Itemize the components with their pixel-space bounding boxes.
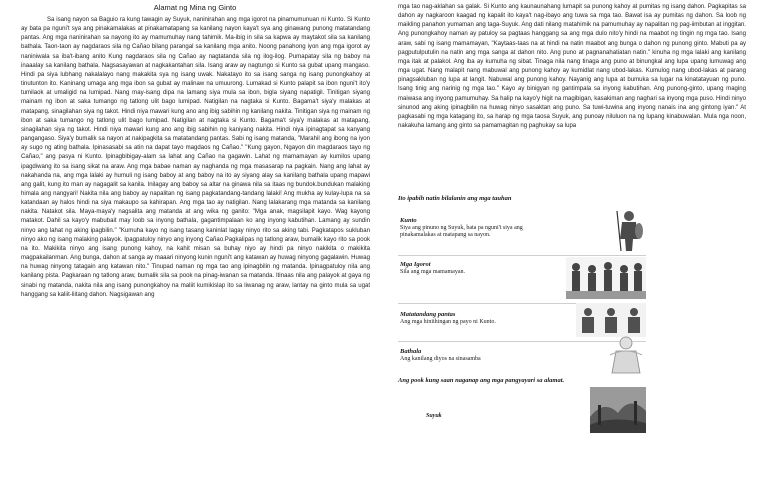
setting-label: Suyuk xyxy=(426,413,442,419)
story-column-left xyxy=(21,16,370,498)
character-table-heading: Ito ipabih natin bilalanin ang mga tauhan xyxy=(398,195,512,202)
page-title: Alamat ng Mina ng Ginto xyxy=(153,3,237,12)
kunto-warrior-image xyxy=(613,209,645,253)
term-kunto: Kunto xyxy=(400,217,417,224)
setting-question: Ang pook kung saan naganap ang mga pangyayari sa alamat. xyxy=(398,377,565,384)
term-igorot: Mga Igorot xyxy=(400,261,431,268)
elders-image xyxy=(576,303,646,337)
igorot-people-image xyxy=(566,257,646,299)
bathala-image xyxy=(608,335,644,375)
story-paragraph: Sa isang nayon sa Baguio ra kung tawagin ay Suyuk, naninirahan ang mga igorot na pinamumunuan ni Kunto. Si Kunto ay bata pa nguni't sya ang pinakamalakas at pinakamatapang sa kanilang nayon kaya't sya ang ginawang punong matatandang pantas. Ang mga naninirahan sa nayong ito ay mamumuhay nang tahimik. Ma-ibig in sila sa kapwa ay maytakot sila sa kanilang bathala. Taon-taon ay nagdaraos sila ng Cañao bilang parangal sa kanilang mga anito. Noong panahong iyon ang mga igorot ay naniniwala sa iba't-ibang anito Kung nagdaraos sila ng Cañao ay nagtatanda sila ng ilog-ilog. Pumapatay sila ng baboy na inaaalay sa kanilang bathala. Nagsasayawan at nagkakantahan sila. Isang araw ay nagtungo si Kunto sa gubat upang mangaso. Hindi pa siya lubhang nakalalayo nang makakita sya ng isang uwak. Nakatayo ito sa isang sanga ng isang punongkahoy at tinutunton ito. Kaninang umaga ang mga ibon sa gubat ay malinaw na umuurong. Lumakad si Kunto palapit sa ibon nguni't ito'y tumilaok at umaligid na lumipad. Nang may-isang dipa na lamang siya mula sa ibon, bigla siyang napatigil. Tinitigan siyang mainam ng ibon at saka tumango ng tatlong ulit bago lumipad. Natigilan na nagtaka si Kunto. Bagama't siya'y malakas at matapang, sinagilahan siya ng takot. Hindi niya mawari kung ano ang ibig sabihin ng kanilang nakita. Tinitigan siya ng mainam ng ibon at saka tumango ng tatlong ulit bago lumipad. Natigilan at nagtaka si Kunto. Bagama't siya'y malakas at matapang, sinagilahan siya ng takot. Hindi niya mawari kung ano ang ibig sabihin ng kaniyang nakita. Hindi niya ipinagtapat sa kanyang pangangaso. Siya'y bumalik sa nayon at nakipagkita sa matatandang pantas. Sabi ng isang matanda, "Marahil ang ibong na iyon ay sugo ng ating bathala. Ipinasasabi sa atin na dapat tayo magdaos ng Cañao." "Kung gayon, Ngayon din magdaraos tayo ng Cañao," ang pasya ni Kunto. Ipinagbibigay-alam sa lahat ang Cañao na gagawin. Lahat ng mamamayan ay kumilos upang ipagdiwang ito sa isang sikat na araw. Ang mga babae naman ay naghanda ng mga masasarap na pagkain. Nang ang lahat ay nakahanda na, ang mga lalaki ay humuli ng isang baboy at ang baboy na ito ay siyang alay sa kanilang bathala upang mapawi ang galit, kung ito man ay nagagalit sa kanila. Inilagay ang baboy sa altar na ginawa nila sa itaas ng bundok.bundukan malaking himala ang nangyari! Nakita nila ang baboy ay napalitan ng isang pagkatandang-tandang lalaki! Ang mukha ay kulay-lupa na sa katandaan ay halos hindi na siya makaupo sa kahirapan. Ang mga tao ay natigilan. Nang lalakarang mga matanda sa kanilang nakita. Natakot sila. Maya-maya'y nagsalita ang matanda at ang wika ng ganito: "Mga anak, magsilapit kayo. Wag kayong matakot. Dahil sa kayo'y mabubait may loob sa inyong bathala, gagantimpalaan ko ang inyong kabutihan. Lamang ay sundin ninyo ang lahat ng aking ipagbilin." "Kumuha kayo ng isang tasang kaninlat lagay ninyo rito sa aking tabi. Pagkatapos sukluban ninyo ako ng isang malaking palayok. Ipagpatuloy ninyo ang inyong Cañao.Pagkalipas ng tatlong araw, bumalik kayo rito sa pook na ito. Makikita ninyo ang isang punong kahoy, na kahit misan sa buhay niyo ay hindi pa ninyo nakikita o makikita magpakailanman. Ang bunga, dahon at sanga ay maaari ninyong kunin nguni't ang katawan ay huwag ninyong gagalawin. Huwag na huwag ninyong tatagain ang katawan nito." Tinupad naman ng mga tao ang ipinagbilin ng matanda. Ipinagpatuloy nila ang kanilang pista. Pagkaraan ng tatlong araw, bumalik sila sa pook na pinag-iwanan sa matanda. Itinaas nila ang palayok at gaya ng sinabi ng matanda, nakita nila ang isang punongkahoy na maliit kumikislap ito sa liwanag ng araw, lantay na ginto mula sa ugat hanggang sa kaliit-liitang dahon. Nagsigawan ang xyxy=(21,17,370,298)
story-paragraph: mga tao nag-aklahan sa galak. Si Kunto ang kaunaunahang lumapit sa punong kahoy at pumitas ng isang dahon. Pagkapitas sa dahon ay nagkaroon kaagad ng kapalit ito kaya't nag-ibayo ang tuwa sa mga tao. Bawat isa ay pumitas ng dahon. Sa loob ng maikling panahon yumaman ang taga-Suyuk. Ang dati nilang matahimik na pamumuhay ay napalitan ng pag-iimbutan at inggitan. Ang punongkahoy naman ay patuloy sa pagtaas hanggang sa ang mga dulo nito'y hindi na maabot ng tingin ng mga tao. Isang araw, sabi ng isang mamamayan, "Kaytaas-taas na at hindi na natin maabot ang bunga o dahon ng punong ginto. Mabuti pa ay pagputulputulin na natin ang mga sanga at dahon nito. Ang puno at pagnanahatiatan natin." kinuha ng mga lalaki ang kanilang mga itak at palakol. Ang iba ay kumuha ng sibat. Tinaga nila nang tinaga ang puno at binungkal ang lupa upang lumuwag ang mga ugat. Nang malapit nang mabuwal ang punong kahoy ay kumidlat nang ubod-lakas. Kumulog nang ubod-lakas at parang pinagsakluban ng lupa at langit. Nabuwal ang punong kahoy. Nayanig ang lupa at bumuka sa lugar na kinatatayuan ng puno. Isang tinig ang narinig ng mga tao." Kayo ay binigyan ng gantimpala sa inyong kabutihan. Ang punong-ginto, upang maging maiwasa ang inyong pamumuhay. Sa halip na kayo'y higit na magibigan, kasakiman ang naghari sa inyong mga puso. Hindi ninyo sinunod ang aking ipinagbilin na huwag ninyo sasaktan ang puno. Sa tuwi-tuwina ang inyong nanais ina ang gintong iyan." At pagkasabi ng mga katagang ito, sa harap ng mga taosa Suyuk, ang punoay niluluon na ng lupang kinabuwalan. Mula nga noon, nakakuha lamang ang ginto sa pamamagitan ng paghukay sa lupa xyxy=(398,4,746,130)
divider xyxy=(398,255,646,256)
definition-kunto: Siya ang pinuno ng Suyuk, bata pa nguni't siya ang pinakamalakas at matapang sa nayon. xyxy=(400,225,523,238)
definition-igorot: Sila ang mga mamamayan. xyxy=(400,269,465,275)
definition-pantas: Ang mga hiniihingan ng payo ni Kunto. xyxy=(400,319,496,325)
definition-bathala: Ang kanilang diyos na sinasamba xyxy=(400,356,481,362)
character-table xyxy=(398,195,748,495)
term-pantas: Matatandang pantas xyxy=(400,311,456,318)
term-bathala: Bathala xyxy=(400,348,422,355)
story-column-right xyxy=(398,3,746,185)
forest-image xyxy=(590,387,646,433)
